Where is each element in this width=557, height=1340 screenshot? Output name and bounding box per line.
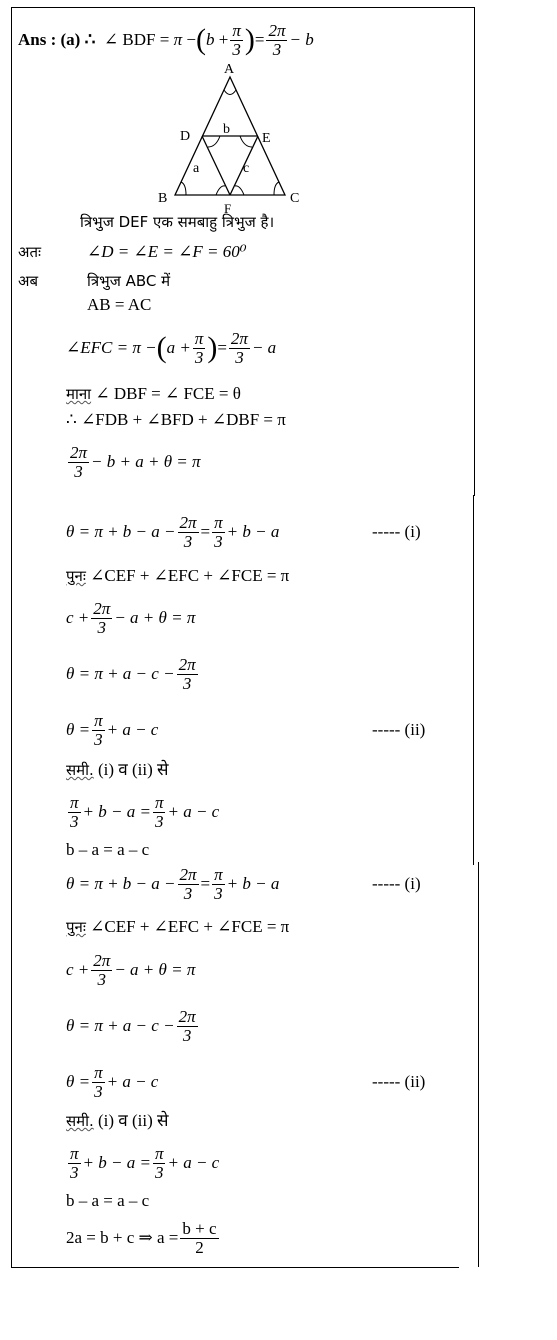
triangle-diagram <box>150 55 320 215</box>
equation-1: $\frac{2\pi}{3}$ − b + a + θ = π <box>70 442 201 481</box>
ab-label: अब <box>18 272 39 290</box>
fraction-2pi-over-3: $\frac{2\pi}{3}$ <box>268 20 286 59</box>
ab-eq-ac-line: AB = AC <box>87 295 152 314</box>
therefore-symbol: ∴ <box>84 30 96 49</box>
tag-i: ----- (i) <box>372 522 421 541</box>
final-equation: 2a = b + c ⇒ a = $\frac{b + c}{2}$ <box>66 1218 217 1257</box>
right-border-bottom <box>478 862 479 1267</box>
segment-label-a: a <box>193 161 200 176</box>
theta-eq-ii: θ = $\frac{\pi}{3}$ + a − c <box>66 710 159 749</box>
tag-i-repeat: ----- (i) <box>372 874 421 893</box>
tag-ii-repeat: ----- (ii) <box>372 1072 426 1091</box>
plus-symbol: + <box>218 30 229 49</box>
c-plus-equation: c + $\frac{2\pi}{3}$ − a + θ = π <box>66 598 196 637</box>
var-b: b <box>205 30 215 49</box>
mana-line: माना ∠ DBF = ∠ FCE = θ <box>66 384 241 403</box>
atah-label: अतः <box>18 243 42 261</box>
tag-ii: ----- (ii) <box>372 720 426 739</box>
b-minus-a-line-repeat: b – a = a – c <box>66 1191 150 1210</box>
answer-heading: Ans : (a) ∴ ∠ BDF = π − ( b + $\frac{\pi}{3}$ ) = $\frac{2\pi}{3}$ − b <box>18 20 314 59</box>
theta-eq-i: θ = π + b − a − $\frac{2\pi}{3}$ = $\frac{\pi}{3}$ + b − a <box>66 512 280 551</box>
c-plus-equation-repeat: c + $\frac{2\pi}{3}$ − a + θ = π <box>66 950 196 989</box>
minus-symbol: − <box>186 30 196 49</box>
equals-symbol: = <box>254 30 265 49</box>
angle-symbol: ∠ <box>103 30 119 49</box>
vertex-label-C: C <box>290 191 300 206</box>
header-tail: − b <box>289 30 314 49</box>
vertex-label-D: D <box>180 129 191 144</box>
sami-line: समी. (i) व (ii) से <box>66 760 169 779</box>
vertex-label-B: B <box>158 191 168 206</box>
fraction-pi-over-3: $\frac{\pi}{3}$ <box>232 20 241 59</box>
segment-label-c: c <box>243 161 250 176</box>
efc-equation: ∠EFC = π − ( a + $\frac{\pi}{3}$ ) = $\frac{2\pi}{3}$ − a <box>66 328 277 367</box>
sum-line: ∴ ∠FDB + ∠BFD + ∠DBF = π <box>66 410 286 429</box>
bottom-border <box>11 1267 459 1268</box>
right-border-mid <box>473 495 474 865</box>
ans-label: Ans : <box>18 30 57 49</box>
option-label: (a) <box>60 30 81 49</box>
lhs-text: BDF = <box>122 30 170 49</box>
pi-symbol: π <box>173 30 183 49</box>
angles-60-line: ∠D = ∠E = ∠F = 60⁰ <box>87 242 247 261</box>
left-border-mid <box>11 495 12 865</box>
theta-eq-ii-repeat: θ = $\frac{\pi}{3}$ + a − c <box>66 1062 159 1101</box>
def-equilateral-line: त्रिभुज DEF एक समबाहु त्रिभुज है। <box>80 213 275 231</box>
vertex-label-E: E <box>262 131 271 146</box>
left-border-bottom <box>11 862 12 1267</box>
compare-equation: $\frac{\pi}{3}$ + b − a = $\frac{\pi}{3}$ + a − c <box>70 792 220 831</box>
b-minus-a-line: b – a = a – c <box>66 840 150 859</box>
triangle-abc-line: त्रिभुज ABC में <box>87 272 171 290</box>
sami-line-repeat: समी. (i) व (ii) से <box>66 1111 169 1130</box>
theta-2-equation-repeat: θ = π + a − c − $\frac{2\pi}{3}$ <box>66 1006 196 1045</box>
segment-label-b: b <box>223 122 230 137</box>
compare-equation-repeat: $\frac{\pi}{3}$ + b − a = $\frac{\pi}{3}$ + a − c <box>70 1143 220 1182</box>
vertex-label-A: A <box>224 62 235 77</box>
punah-line: पुनः ∠CEF + ∠EFC + ∠FCE = π <box>66 566 290 585</box>
theta-eq-i-repeat: θ = π + b − a − $\frac{2\pi}{3}$ = $\frac{\pi}{3}$ + b − a <box>66 864 280 903</box>
vertex-label-F: F <box>224 201 232 215</box>
theta-2-equation: θ = π + a − c − $\frac{2\pi}{3}$ <box>66 654 196 693</box>
punah-line-repeat: पुनः ∠CEF + ∠EFC + ∠FCE = π <box>66 917 290 936</box>
